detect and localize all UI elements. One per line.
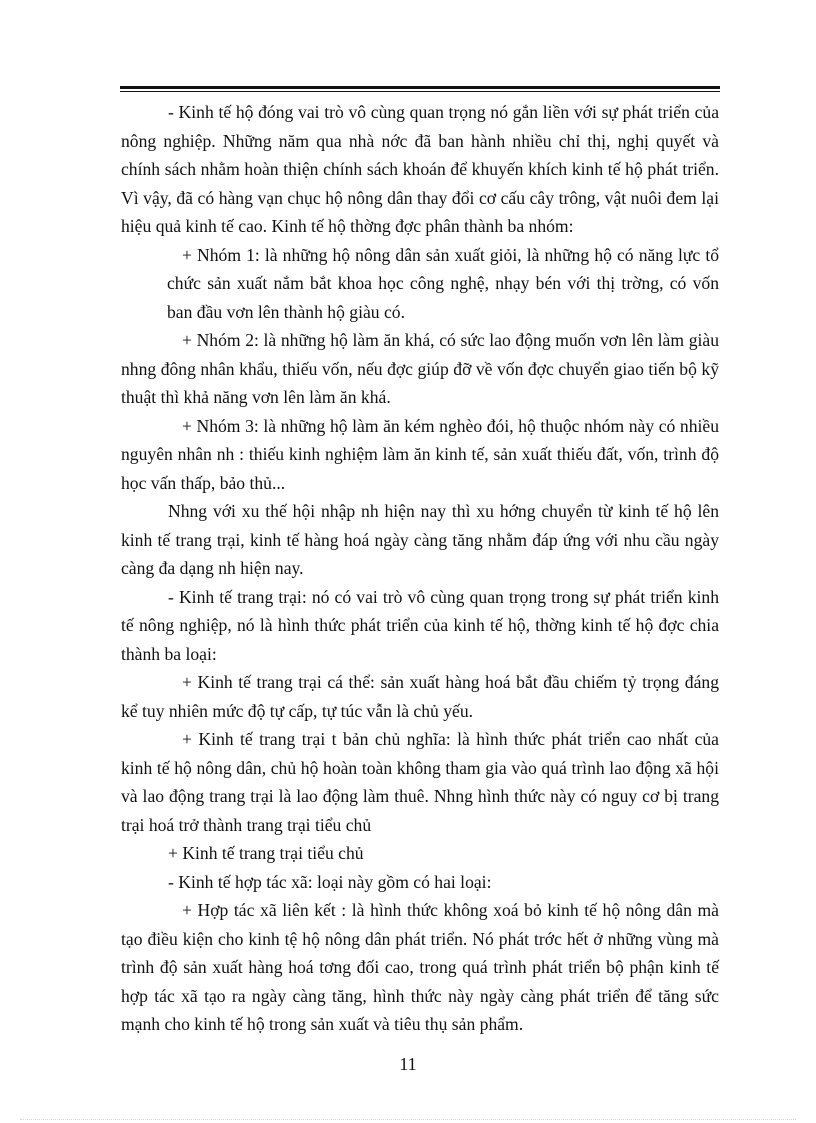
- paragraph-hop-tac-xa-lien-ket: + Hợp tác xã liên kết : là hình thức không xoá bỏ kinh tế hộ nông dân mà tạo điều kiện cho kinh tệ hộ nông dân phát triển. Nó phát trớc hết ở những vùng mà trình độ sản xuất hàng hoá tơng đối cao, trong quá trình phát triển bộ phận kinh tế hợp tác xã tạo ra ngày càng tăng, hình thức này ngày càng phát triển để tăng sức mạnh cho kinh tế hộ trong sản xuất và tiêu thụ sản phẩm.: [121, 900, 719, 1034]
- body-text: [121, 98, 719, 1039]
- page-number: 11: [399, 1054, 417, 1074]
- header-rule-thick: [120, 86, 720, 89]
- paragraph-xu-the: Nhng với xu thế hội nhập nh hiện nay thì xu hớng chuyển từ kinh tế hộ lên kinh tế trang trại, kinh tế hàng hoá ngày càng tăng nhằm đáp ứng với nhu cầu ngày càng đa dạng nh hiện nay.: [121, 501, 719, 578]
- paragraph-trang-trai-ca-the: + Kinh tế trang trại cá thể: sản xuất hàng hoá bắt đầu chiếm tỷ trọng đáng kể tuy nhiên mức độ tự cấp, tự túc vẫn là chủ yếu.: [121, 672, 719, 721]
- page-bottom-divider: [20, 1119, 796, 1120]
- paragraph-nhom-2: + Nhóm 2: là những hộ làm ăn khá, có sức lao động muốn vơn lên làm giàu nhng đông nhân khẩu, thiếu vốn, nếu đợc giúp đỡ về vốn đợc chuyển giao tiến bộ kỹ thuật thì khả năng vơn lên làm ăn khá.: [121, 330, 719, 407]
- paragraph-trang-trai-tu-ban: + Kinh tế trang trại t bản chủ nghĩa: là hình thức phát triển cao nhất của kinh tế hộ nông dân, chủ hộ hoàn toàn không tham gia vào quá trình lao động xã hội và lao động trang trại là lao động làm thuê. Nhng hình thức này có nguy cơ bị trang trại hoá trở thành trang trại tiểu chủ: [121, 729, 719, 835]
- paragraph-trang-trai-tieu-chu: + Kinh tế trang trại tiểu chủ: [168, 843, 364, 863]
- paragraph-hop-tac-xa: - Kinh tế hợp tác xã: loại này gồm có hai loại:: [168, 871, 492, 892]
- paragraph-nhom-1: + Nhóm 1: là những hộ nông dân sản xuất giỏi, là những hộ có năng lực tổ chức sản xuất nắm bắt khoa học công nghệ, nhạy bén với thị trờng, có vốn ban đầu vơn lên thành hộ giàu có.: [167, 244, 719, 322]
- paragraph-nhom-3: + Nhóm 3: là những hộ làm ăn kém nghèo đói, hộ thuộc nhóm này có nhiều nguyên nhân nh : thiếu kinh nghiệm làm ăn kinh tế, sản xuất thiếu đất, vốn, trình độ học vấn thấp, bảo thủ...: [121, 415, 719, 493]
- header-rule-thin: [120, 91, 720, 92]
- paragraph-kinh-te-trang-trai: - Kinh tế trang trại: nó có vai trò vô cùng quan trọng trong sự phát triển kinh tế nông nghiệp, nó là hình thức phát triển của kinh tế hộ, thờng kinh tế hộ đợc chia thành ba loại:: [121, 586, 719, 664]
- paragraph-kinh-te-ho: - Kinh tế hộ đóng vai trò vô cùng quan trọng nó gắn liền với sự phát triển của nông nghiệp. Những năm qua nhà nớc đã ban hành nhiều chỉ thị, nghị quyết và chính sách nhằm hoàn thiện chính sách khoán để khuyến khích kinh tế hộ phát triển. Vì vậy, đã có hàng vạn chục hộ nông dân thay đổi cơ cấu cây trông, vật nuôi đem lại hiệu quả kinh tế cao. Kinh tế hộ thờng đợc phân thành ba nhóm:: [121, 102, 719, 236]
